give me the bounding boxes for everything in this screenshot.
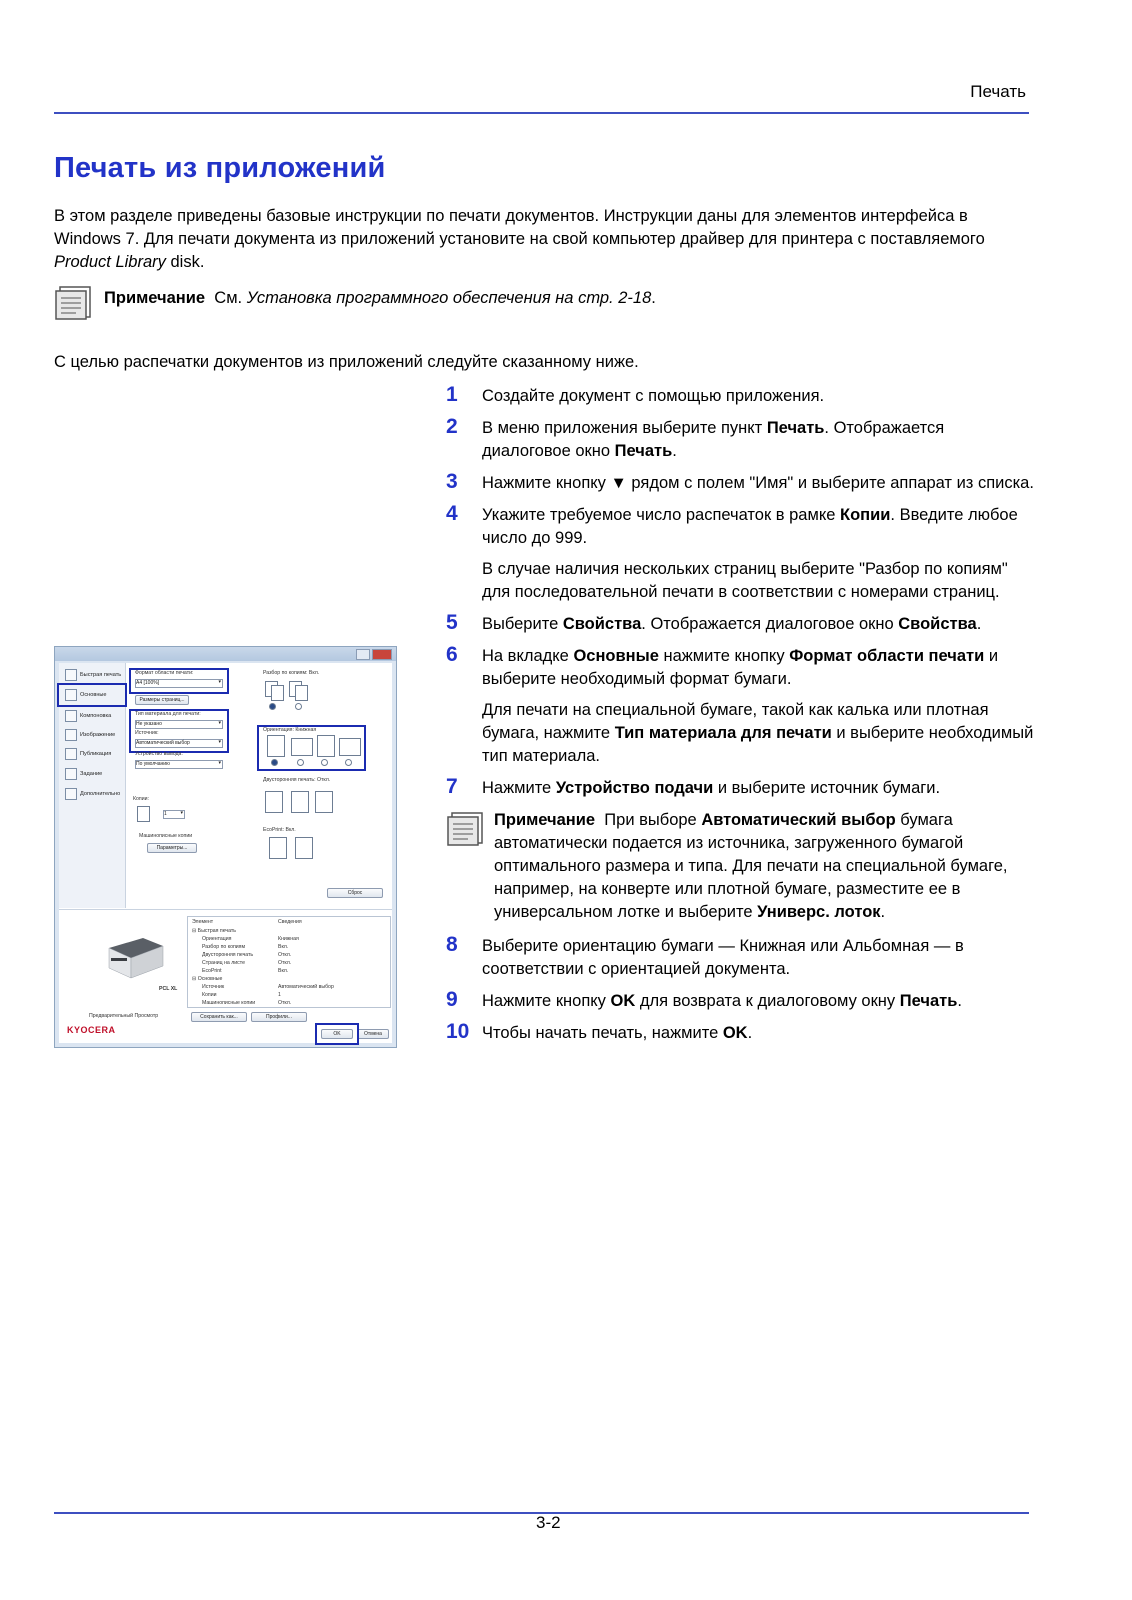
- step-text: Нажмите Устройство подачи и выберите источник бумаги.: [482, 779, 941, 797]
- note-bold: Универс. лоток: [757, 903, 881, 921]
- sidebar-item-publishing: Публикация: [65, 748, 111, 760]
- note-text: При выборе: [604, 811, 702, 829]
- step-text: В меню приложения выберите пункт Печать. Отображается диалоговое окно Печать.: [482, 419, 945, 460]
- note-label: Примечание: [494, 811, 596, 829]
- pcl-badge: PCL XL: [159, 986, 178, 992]
- highlight-ok: [315, 1023, 359, 1045]
- running-header: Печать: [970, 82, 1026, 101]
- table-row: Откл.: [278, 1000, 292, 1006]
- step-text: Создайте документ с помощью приложения.: [482, 387, 825, 405]
- mixed-copies-label: Машинописные копии: [139, 833, 193, 839]
- table-row: Откл.: [278, 960, 292, 966]
- intro-italic: Product Library: [54, 253, 166, 271]
- ecoprint-off: [295, 837, 313, 859]
- duplex-none: [265, 791, 283, 813]
- step-6: [446, 645, 1036, 768]
- table-row: Двусторонняя печать: [202, 952, 254, 958]
- ecoprint-on: [269, 837, 287, 859]
- step-number: 5: [446, 611, 458, 634]
- step-text: Нажмите кнопку OK для возврата к диалоговому окну Печать.: [482, 992, 962, 1010]
- step-text: Чтобы начать печать, нажмите OK.: [482, 1024, 753, 1042]
- print-properties-screenshot: [54, 646, 397, 1048]
- sidebar-item-image: Изображение: [65, 729, 115, 741]
- settings-table: [187, 916, 391, 1008]
- note-block-2: [446, 809, 1036, 924]
- table-row: Книжная: [278, 936, 299, 942]
- note-text: бумага автоматически подается из источника, загруженного бумагой оптимального размера и типа. Для печати на специальной бумаге, например, на конверте или плотной бумаге, разместите ее в универсальном лотке и выберите: [494, 811, 1008, 921]
- note-end: .: [880, 903, 886, 921]
- page-size-button: Размеры страниц...: [135, 695, 189, 705]
- step-9: [446, 990, 1036, 1013]
- copies-label: Копии:: [133, 796, 149, 802]
- step-1: [446, 385, 1036, 408]
- profiles-button: Профили...: [251, 1012, 307, 1022]
- highlight-orientation: [257, 725, 366, 771]
- table-row: Копии: [202, 992, 217, 998]
- table-row: Вкл.: [278, 944, 289, 950]
- highlight-page-size: [129, 668, 229, 694]
- step-8: [446, 935, 1036, 981]
- publishing-icon: [65, 748, 77, 760]
- duplex-label: Двусторонняя печать: Откл.: [263, 777, 331, 783]
- table-row: Страниц на листе: [202, 960, 245, 966]
- step-number: 10: [446, 1020, 470, 1043]
- header-rule: [54, 112, 1029, 114]
- note-block: [54, 285, 656, 326]
- step-10: [446, 1022, 1036, 1045]
- copies-page-icon: [137, 806, 150, 822]
- table-row: 1: [278, 992, 281, 998]
- quick-print-icon: [65, 669, 77, 681]
- step-number: 7: [446, 775, 458, 798]
- source-dropdown: Автоматический выбор ▾: [135, 739, 223, 748]
- close-icon: [372, 649, 392, 660]
- note-pad-icon: [446, 811, 486, 847]
- note-text: См.: [214, 289, 247, 307]
- collate-page-4: [295, 685, 308, 701]
- highlight-media-source: [129, 709, 229, 753]
- dialog-titlebar: [55, 647, 396, 661]
- step-7: [446, 777, 1036, 800]
- duplex-short: [315, 791, 333, 813]
- source-label: Источник:: [135, 730, 159, 736]
- collate-radio-off: [295, 703, 302, 710]
- note-link[interactable]: Установка программного обеспечения на стр. 2-18: [246, 289, 652, 307]
- save-as-button: Сохранить как...: [191, 1012, 247, 1022]
- step-4: [446, 504, 1036, 604]
- steps-list: [446, 385, 1036, 1054]
- note-end: .: [651, 289, 656, 307]
- intro-text: В этом разделе приведены базовые инструкции по печати документов. Инструкции даны для элементов интерфейса в Windows 7. Для печати документа из приложений установите на свой компьютер драйвер для принтера с поставляемого: [54, 207, 985, 248]
- highlight-basic: [57, 683, 127, 707]
- image-icon: [65, 729, 77, 741]
- step-subtext: В случае наличия нескольких страниц выберите "Разбор по копиям" для последовательной печати в соответствии с номерами страниц.: [482, 560, 1008, 601]
- step-number: 3: [446, 470, 458, 493]
- table-row: Машинописные копии: [202, 1000, 256, 1006]
- step-2: [446, 417, 1036, 463]
- cancel-button: Отмена: [357, 1029, 389, 1039]
- collate-page-2: [271, 685, 284, 701]
- intro-end: disk.: [165, 253, 205, 271]
- table-head-details: Сведения: [278, 919, 302, 925]
- intro-paragraph: [54, 205, 1036, 274]
- step-5: [446, 613, 1036, 636]
- step-subtext: Для печати на специальной бумаге, такой как калька или плотная бумага, нажмите Тип материала для печати и выберите необходимый тип материала.: [482, 701, 1034, 765]
- duplex-long: [291, 791, 309, 813]
- note-pad-icon: [54, 285, 94, 321]
- printer-image: [103, 928, 167, 982]
- sidebar-item-quick-print: Быстрая печать: [65, 669, 121, 681]
- table-row: EcoPrint: [202, 968, 222, 974]
- step-text: Выберите Свойства. Отображается диалоговое окно Свойства.: [482, 615, 982, 633]
- params-button: Параметры...: [147, 843, 197, 853]
- step-text: На вкладке Основные нажмите кнопку Формат области печати и выберите необходимый формат бумаги.: [482, 647, 999, 688]
- sidebar-item-advanced: Дополнительно: [65, 788, 120, 800]
- step-number: 1: [446, 383, 458, 406]
- layout-icon: [65, 710, 77, 722]
- step-text: Нажмите кнопку ▼ рядом с полем "Имя" и выберите аппарат из списка.: [482, 474, 1034, 492]
- media-type-label: Тип материала для печати:: [135, 711, 201, 717]
- step-number: 4: [446, 502, 458, 525]
- job-icon: [65, 768, 77, 780]
- note-bold: Автоматический выбор: [701, 811, 896, 829]
- step-number: 2: [446, 415, 458, 438]
- collate-radio-on: [269, 703, 276, 710]
- step-text: Выберите ориентацию бумаги — Книжная или Альбомная — в соответствии с ориентацией документа.: [482, 937, 964, 978]
- output-dropdown: По умолчанию ▾: [135, 760, 223, 769]
- step-3: [446, 472, 1036, 495]
- table-row: Откл.: [278, 952, 292, 958]
- sidebar-item-job: Задание: [65, 768, 102, 780]
- note-label: Примечание: [104, 289, 206, 307]
- page-number: 3-2: [536, 1513, 561, 1532]
- help-icon: [356, 649, 370, 660]
- reset-button: Сброс: [327, 888, 383, 898]
- dialog-bottom-panel: [59, 909, 392, 1013]
- step-number: 9: [446, 988, 458, 1011]
- printer-icon: [103, 928, 167, 982]
- step-text: Укажите требуемое число распечаток в рамке Копии. Введите любое число до 999.: [482, 506, 1018, 547]
- page-size-dropdown: A4 [100%] ▾: [135, 679, 223, 688]
- table-row: Вкл.: [278, 968, 289, 974]
- sidebar-item-basic: Основные: [65, 689, 107, 701]
- page-title: Печать из приложений: [54, 152, 386, 184]
- step-number: 6: [446, 643, 458, 666]
- output-label: Устройство вывода:: [135, 751, 183, 757]
- ok-button: OK: [321, 1029, 353, 1039]
- copies-spin: 1 ▾: [163, 810, 185, 819]
- media-type-dropdown: Не указано ▾: [135, 720, 223, 729]
- table-row: Источник: [202, 984, 225, 990]
- table-row: Ориентация: [202, 936, 232, 942]
- sidebar-item-layout: Компоновка: [65, 710, 111, 722]
- table-row: ⊟ Основные: [192, 976, 223, 982]
- page-size-label: Формат области печати:: [135, 670, 194, 676]
- kyocera-logo: KYOCERA: [67, 1025, 116, 1035]
- table-row: ⊟ Быстрая печать: [192, 928, 236, 934]
- ecoprint-label: EcoPrint: Вкл.: [263, 827, 296, 833]
- collate-label: Разбор по копиям: Вкл.: [263, 670, 320, 676]
- orientation-label: Ориентация: Книжная: [263, 727, 317, 733]
- table-head-item: Элемент: [192, 919, 214, 925]
- table-row: Разбор по копиям: [202, 944, 246, 950]
- lead-text: С целью распечатки документов из приложений следуйте сказанному ниже.: [54, 353, 639, 371]
- advanced-icon: [65, 788, 77, 800]
- step-number: 8: [446, 933, 458, 956]
- preview-checkbox-label: Предварительный Просмотр: [89, 1013, 159, 1019]
- table-row: Автоматический выбор: [278, 984, 334, 990]
